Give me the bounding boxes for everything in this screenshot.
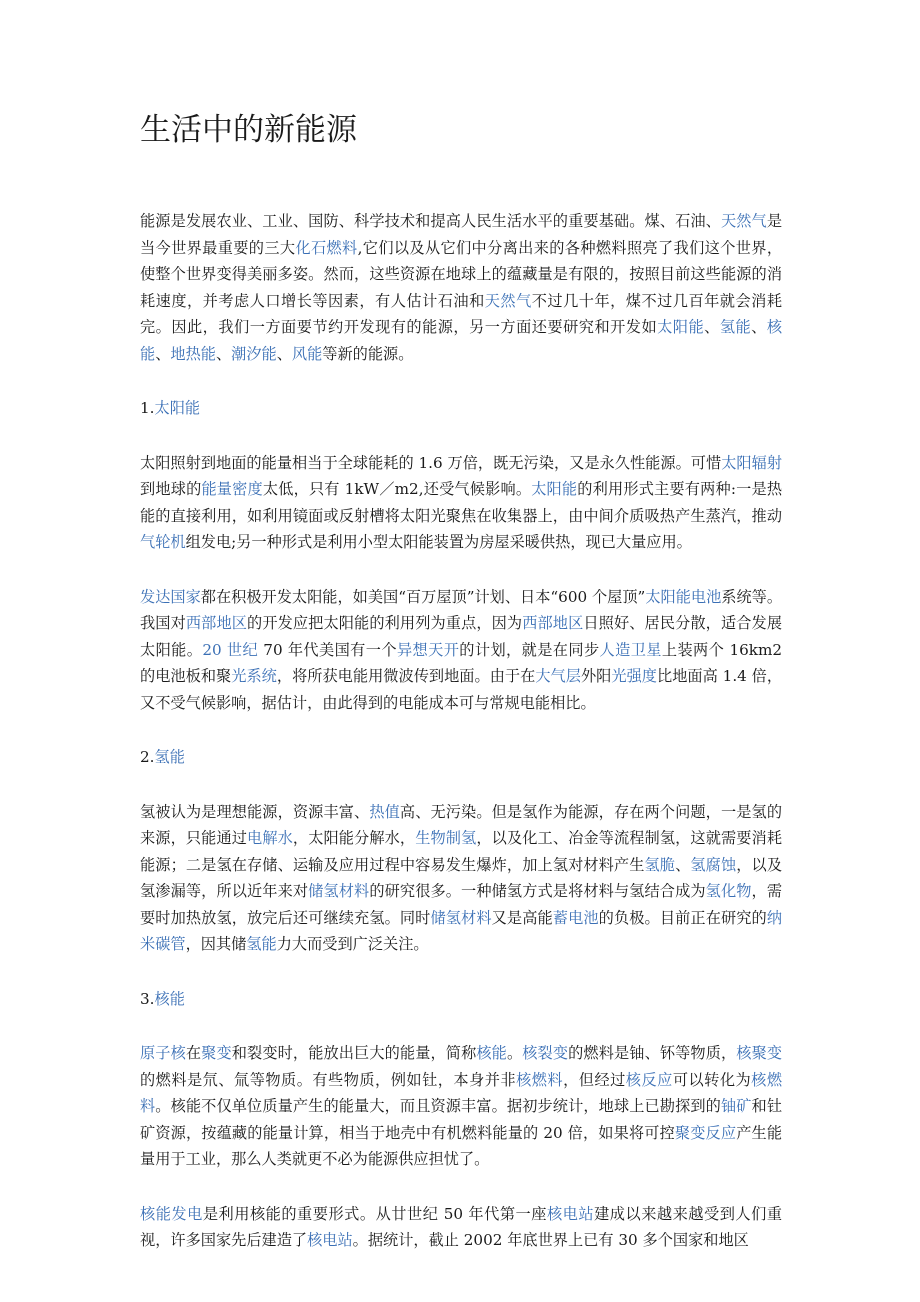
text-run: 太低，只有 1kW／m2,还受气候影响。: [262, 480, 532, 498]
term-link[interactable]: 化石燃料: [295, 238, 358, 257]
text-run: ，以及化工、冶金等流程制氢，这就需要消耗能源；二是氢在存储、运输及应用过程中容易发生爆炸，加上氢对材料产生: [140, 829, 783, 874]
text-run: 组发电;另一种形式是利用小型太阳能装置为房屋采暖供热，现已大量应用。: [185, 533, 692, 551]
term-link[interactable]: 西部地区: [185, 614, 248, 632]
term-link[interactable]: 太阳能: [154, 399, 201, 417]
term-link[interactable]: 氢腐蚀: [690, 855, 737, 874]
term-link[interactable]: 核能: [154, 989, 185, 1008]
term-link[interactable]: 纳米碳管: [140, 908, 783, 953]
text-run: 又是高能: [491, 908, 553, 927]
term-link[interactable]: 核能发电: [140, 1204, 203, 1223]
term-link[interactable]: 核聚变: [736, 1044, 783, 1062]
term-link[interactable]: 氢脆: [644, 855, 676, 874]
paragraph: [140, 1201, 782, 1254]
term-link[interactable]: 核反应: [625, 1070, 673, 1089]
text-run: 产生能量用于工业，那么人类就更不必为能源供应担忧了。: [140, 1123, 783, 1168]
paragraph: [140, 1040, 782, 1173]
term-link[interactable]: 核电站: [307, 1231, 353, 1249]
text-run: 的负极。目前正在研究的: [598, 908, 767, 927]
text-run: 的燃料是氘、氚等物质。有些物质，例如钍，本身并非: [140, 1070, 517, 1089]
text-run: 上装两个 16km2 的电池板和聚: [140, 640, 783, 685]
term-link[interactable]: 核电站: [546, 1204, 595, 1223]
text-run: 是利用核能的重要形式。从廿世纪 50 年代第一座: [202, 1204, 547, 1223]
term-link[interactable]: 光系统: [231, 667, 277, 685]
term-link[interactable]: 电解水: [247, 829, 293, 847]
term-link[interactable]: 光强度: [611, 667, 658, 685]
paragraph: [140, 208, 782, 367]
text-run: 的计划，就是在同步: [459, 640, 600, 659]
text-run: 系统等。我国对: [140, 587, 782, 632]
text-run: 。: [506, 1044, 523, 1062]
text-run: 3.: [140, 989, 155, 1008]
text-run: 。据统计，截止 2002 年底世界上已有 30 多个国家和地区: [352, 1231, 749, 1249]
term-link[interactable]: 生物制氢: [415, 829, 477, 847]
term-link[interactable]: 大气层: [535, 667, 581, 685]
document-body: [140, 208, 782, 1254]
text-run: 能源是发展农业、工业、国防、科学技术和提高人民生活水平的重要基础。煤、石油、: [140, 212, 721, 230]
term-link[interactable]: 能量密度: [201, 480, 263, 498]
text-run: 在: [185, 1044, 202, 1062]
text-run: 太阳照射到地面的能量相当于全球能耗的 1.6 万倍，既无污染，又是永久性能源。可惜: [140, 453, 722, 472]
term-link[interactable]: 天然气: [484, 291, 532, 310]
text-run: 70 年代美国有一个: [258, 640, 397, 659]
text-run: ,它们以及从它们中分离出来的各种燃料照亮了我们这个世界，使整个世界变得美丽多姿。然而，这些资源在地球上的蕴藏量是有限的，按照目前这些能源的消耗速度，并考虑人口增长等因素，有人估计石油和: [140, 238, 783, 310]
text-run: 的利用形式主要有两种:一是热能的直接利用，如利用镜面或反射槽将太阳光聚焦在收集器上，由中间介质吸热产生蒸汽，推动: [140, 480, 783, 525]
text-run: 和裂变时，能放出巨大的能量，简称: [231, 1044, 477, 1062]
term-link[interactable]: 风能: [291, 344, 323, 363]
term-link[interactable]: 核能: [140, 318, 783, 363]
section-heading: [140, 395, 782, 422]
paragraph: [140, 450, 782, 556]
text-run: 建成以来越来越受到人们重视，许多国家先后建造了: [140, 1204, 783, 1249]
text-run: 的开发应把太阳能的利用列为重点，因为: [247, 614, 523, 632]
text-run: 不过几十年，煤不过几百年就会消耗完。因此，我们一方面要节约开发现有的能源，另一方面还要研究和开发如: [140, 291, 783, 336]
term-link[interactable]: 天然气: [720, 212, 767, 230]
text-run: 、: [215, 344, 232, 363]
term-link[interactable]: 地热能: [170, 344, 216, 363]
paragraph: [140, 584, 782, 717]
text-run: 、: [751, 318, 767, 336]
text-run: 1.: [140, 399, 155, 417]
term-link[interactable]: 气轮机: [140, 533, 186, 551]
text-run: 的燃料是铀、钚等物质，: [568, 1044, 737, 1062]
term-link[interactable]: 蓄电池: [552, 908, 599, 927]
term-link[interactable]: 储氢材料: [308, 882, 370, 900]
term-link[interactable]: 氢化物: [705, 882, 752, 900]
term-link[interactable]: 聚变: [201, 1044, 232, 1062]
term-link[interactable]: 热值: [369, 802, 400, 821]
text-run: 和钍矿资源，按蕴藏的能量计算，相当于地壳中有机燃料能量的 20 倍，如果将可控: [140, 1097, 783, 1142]
term-link[interactable]: 氢能: [154, 748, 185, 766]
text-run: 、: [155, 344, 171, 363]
text-run: 、: [675, 855, 691, 874]
term-link[interactable]: 核裂变: [522, 1044, 569, 1062]
text-run: ，因其储: [185, 935, 247, 953]
text-run: 、: [276, 344, 292, 363]
term-link[interactable]: 西部地区: [522, 614, 584, 632]
text-run: 可以转化为: [672, 1070, 752, 1089]
text-run: 外阳: [580, 667, 612, 685]
text-run: 比地面高 1.4 倍，又不受气候影响，据估计，由此得到的电能成本可与常规电能相比。: [140, 667, 783, 712]
term-link[interactable]: 太阳能: [657, 318, 705, 336]
term-link[interactable]: 核燃料: [516, 1070, 564, 1089]
term-link[interactable]: 核能: [476, 1044, 507, 1062]
text-run: ，以及氢渗漏等，所以近年来对: [140, 855, 783, 900]
text-run: 等新的能源。: [322, 344, 414, 363]
text-run: 的研究很多。一种储氢方式是将材料与氢结合成为: [369, 882, 706, 900]
term-link[interactable]: 核燃料: [140, 1070, 783, 1115]
term-link[interactable]: 氢能: [246, 935, 277, 953]
term-link[interactable]: 太阳能: [531, 480, 578, 498]
text-run: 到地球的: [140, 480, 202, 498]
term-link[interactable]: 人造卫星: [599, 640, 662, 659]
term-link[interactable]: 潮汐能: [231, 344, 277, 363]
text-run: 。核能不仅单位质量产生的能量大，而且资源丰富。据初步统计，地球上已勘探到的: [155, 1097, 721, 1115]
term-link[interactable]: 太阳能电池: [645, 587, 722, 606]
document-page: [140, 110, 782, 1282]
section-heading: [140, 986, 782, 1013]
text-run: 2.: [140, 748, 155, 766]
text-run: 氢被认为是理想能源，资源丰富、: [140, 802, 370, 821]
term-link[interactable]: 氢能: [719, 318, 752, 336]
term-link[interactable]: 铀矿: [720, 1097, 752, 1115]
text-run: 力大而受到广泛关注。: [276, 935, 429, 953]
text-run: ，太阳能分解水，: [292, 829, 416, 847]
term-link[interactable]: 异想天开: [396, 640, 460, 659]
text-run: ，但经过: [563, 1070, 626, 1089]
term-link[interactable]: 发达国家: [140, 587, 201, 606]
page-title: 生活中的新能源: [140, 112, 357, 148]
text-run: ，将所获电能用微波传到地面。由于在: [276, 667, 536, 685]
text-run: 、: [704, 318, 720, 336]
text-run: 都在积极开发太阳能，如美国“百万屋顶”计划、日本“600 个屋顶”: [200, 587, 646, 606]
section-heading: [140, 744, 782, 771]
paragraph: [140, 799, 782, 958]
text-run: 是当今世界最重要的三大: [140, 212, 783, 257]
term-link[interactable]: 太阳辐射: [721, 453, 783, 472]
term-link[interactable]: 原子核: [140, 1044, 186, 1062]
term-link[interactable]: 储氢材料: [430, 908, 492, 927]
term-link[interactable]: 20 世纪: [202, 640, 259, 659]
text-run: 高、无污染。但是氢作为能源，存在两个问题，一是氢的来源，只能通过: [140, 802, 783, 847]
term-link[interactable]: 聚变反应: [674, 1123, 737, 1142]
text-run: ，需要时加热放氢，放完后还可继续充氢。同时: [140, 882, 783, 927]
text-run: 日照好、居民分散，适合发展太阳能。: [140, 614, 783, 659]
